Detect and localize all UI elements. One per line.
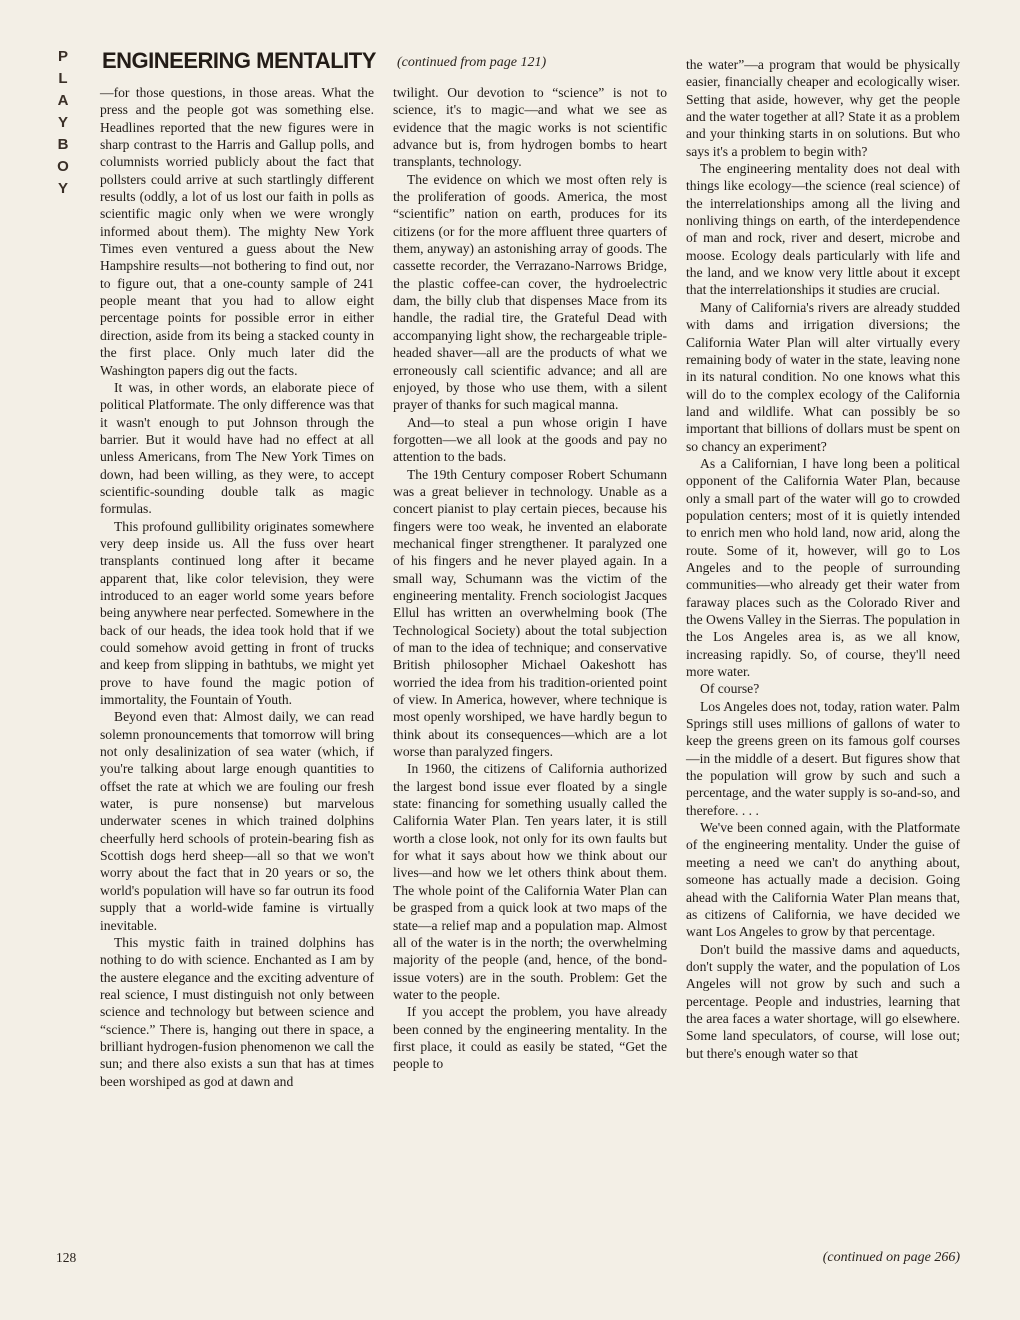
continued-on-note: (continued on page 266) [822,1250,960,1265]
spine-letter: B [57,136,69,153]
spine-letter: Y [57,114,68,131]
paragraph: And—to steal a pun whose origin I have forgotten—we all look at the goods and pay no attention to the bads. [393,414,667,465]
continued-from-note: (continued from page 121) [397,55,547,70]
spine-letter: P [57,48,68,65]
paragraph: The 19th Century composer Robert Schumann was a great believer in technology. Unable as a concert pianist to play certain pieces, because his fingers were too weak, he invented an elaborate mechanical finger strengthener. It paralyzed one of his fingers and he never played again. In a small way, Schumann was the victim of the engineering mentality. French sociologist Jacques Ellul has written an overwhelming book (The Technological Society) about the total subjection of man to the idea of technique; and conservative British philosopher Michael Oakeshott has worried the idea from his tradition-oriented point of view. In America, however, where technique is most openly worshiped, we have hardly begun to think about its consequences—which are a lot worse than paralyzed fingers. [393,466,667,760]
text-column-2 [393,84,667,1073]
paragraph: twilight. Our devotion to “science” is not to science, it's to magic—and what we see as evidence that the magic works is not scientific advance but is, from hydrogen bombs to heart transplants, technology. [393,85,667,170]
paragraph: In 1960, the citizens of California authorized the largest bond issue ever floated by a single state: financing for something usually called the California Water Plan. Ten years later, it is still worth a close look, not only for its own faults but for what it says about how we think about our lives—and how we let others think about them. The whole point of the California Water Plan can be grasped from a quick look at two maps of the state—a relief map and a population map. Almost all of the water is in the north; the overwhelming majority of the people (and, hence, of the bond-issue voters) are in the south. Problem: Get the water to the people. [393,761,667,1002]
paragraph: As a Californian, I have long been a political opponent of the California Water Plan, because only a small part of the water will go to crowded population centers; most of it is quietly intended to enrich men who hold land, now arid, along the route. Some of it, however, will go to Los Angeles and to the people of surrounding communities—who already get their water from faraway places such as the Colorado River and the Owens Valley in the Sierras. The population in the Los Angeles area is, as we all know, increasing rapidly. So, of course, they'll need more water. [686,455,960,680]
paragraph: If you accept the problem, you have already been conned by the engineering mentality. In the first place, it could as easily be stated, “Get the people to [393,1004,667,1072]
paragraph: Beyond even that: Almost daily, we can read solemn pronouncements that tomorrow will bring not only desalinization of sea water (which, if you're talking about large enough quantities to offset the rate at which we are fouling our fresh water, is pure nonsense) but marvelous underwater scenes in which trained dolphins cheerfully herd schools of protein-bearing fish as Scottish dogs herd sheep—all so that we won't worry about the fact that in 20 years or so, the world's population will have so far outrun its food supply that a world-wide famine is virtually inevitable. [100,709,374,933]
paragraph: the water”—a program that would be physically easier, financially cheaper and ecologically wiser. Setting that aside, however, why get the people and the water together at all? State it as a problem and your thinking starts in on solutions. But who says it's a problem to begin with? [686,57,960,159]
article-headline: ENGINEERING MENTALITY [102,48,376,73]
text-column-1 [100,84,374,1090]
spine-letter: Y [57,180,68,197]
spine-letter: L [58,70,68,87]
paragraph: This profound gullibility originates somewhere very deep inside us. All the fuss over heart transplants continued long after it became apparent that, like color television, they were introduced to an eager world some years before being anywhere near perfected. Somewhere in the back of our heads, the idea took hold that if we could somehow avoid getting in front of trucks and keep from slipping in bathtubs, we might yet prove to have found the magic potion of immortality, the Fountain of Youth. [100,518,374,708]
spine-letter: A [57,92,69,109]
paragraph: —for those questions, in those areas. What the press and the people got was something else. Headlines reported that the new figures were in sharp contrast to the Harris and Gallup polls, and columnists worried publicly about the fact that pollsters could arrive at such startlingly different results (oddly, a lot of us lost our faith in polls as scientific magic only when we were wrongly informed about them). The mighty New York Times even ventured a guess about the New Hampshire results—not bothering to find out, nor to figure out, that a one-county sample of 241 people meant that you had to allow eight percentage points for possible error in either direction, aside from its being a stacked county in the first place. Only much later did the Washington papers dig out the facts. [100,85,374,378]
magazine-spine-title [52,46,74,200]
paragraph: The engineering mentality does not deal with things like ecology—the science (real science) of the interrelationships among all the living and nonliving things on earth, of the interdependence of man and rock, river and desert, microbe and moose. Ecology deals particularly with life and the land, and we know very little about it except that the interrelationships it studies are crucial. [686,161,960,298]
paragraph: It was, in other words, an elaborate piece of political Platformate. The only difference was that it wasn't enough to put Johnson through the barrier. But it would have had no effect at all unless Americans, from The New York Times on down, had been willing, as they were, to accept scientific-sounding double talk as magic formulas. [100,379,374,517]
paragraph: Los Angeles does not, today, ration water. Palm Springs still uses millions of gallons of water to keep the greens green on its famous golf courses—in the middle of a desert. But figures show that the population will grow by such and such a percentage, and the water supply is so-and-so, and therefore. . . . [686,698,960,818]
spine-letter: O [57,158,69,175]
page-number: 128 [56,1250,77,1265]
paragraph: This mystic faith in trained dolphins has nothing to do with science. Enchanted as I am by the austere elegance and the exciting adventure of real science, I must distinguish not only between science and technology but between science and “science.” There is, hanging out there in space, a brilliant hydrogen-fusion phenomenon we call the sun; and there also exists a sun that has at times been worshiped as god at dawn and [100,934,374,1089]
text-column-3 [686,56,960,1062]
paragraph: We've been conned again, with the Platformate of the engineering mentality. Under the guise of meeting a need we can't do anything about, someone has actually made a decision. Going ahead with the California Water Plan means that, as citizens of California, we have decided we want Los Angeles to grow by that percentage. [686,820,960,940]
paragraph: Many of California's rivers are already studded with dams and irrigation diversions; the California Water Plan will alter virtually every remaining body of water in the state, leaving none in its natural condition. No one knows what this will do to the complex ecology of the California land and wildlife. What can possibly be so important that billions of dollars must be spent on so chancy an experiment? [686,299,960,454]
paragraph: The evidence on which we most often rely is the proliferation of goods. America, the most “scientific” nation on earth, produces for its citizens (or for the more affluent three quarters of them, anyway) an astonishing array of goods. The cassette recorder, the Verrazano-Narrows Bridge, the plastic coffee-can cover, the hydroelectric dam, the billy club that dispenses Mace from its handle, the radial tire, the Grateful Dead with accompanying light show, the rechargeable triple-headed shaver—all are the products of what we erroneously call scientific advance; and all are enjoyed, by those who use them, with a silent prayer of thanks for such magical manna. [393,171,667,413]
paragraph: Don't build the massive dams and aqueducts, don't supply the water, and the population of Los Angeles will not grow by such and such a percentage. People and industries, learning that the area faces a water shortage, will go elsewhere. Some land speculators, of course, will lose out; but there's enough water so that [686,941,960,1061]
paragraph: Of course? [700,681,760,697]
